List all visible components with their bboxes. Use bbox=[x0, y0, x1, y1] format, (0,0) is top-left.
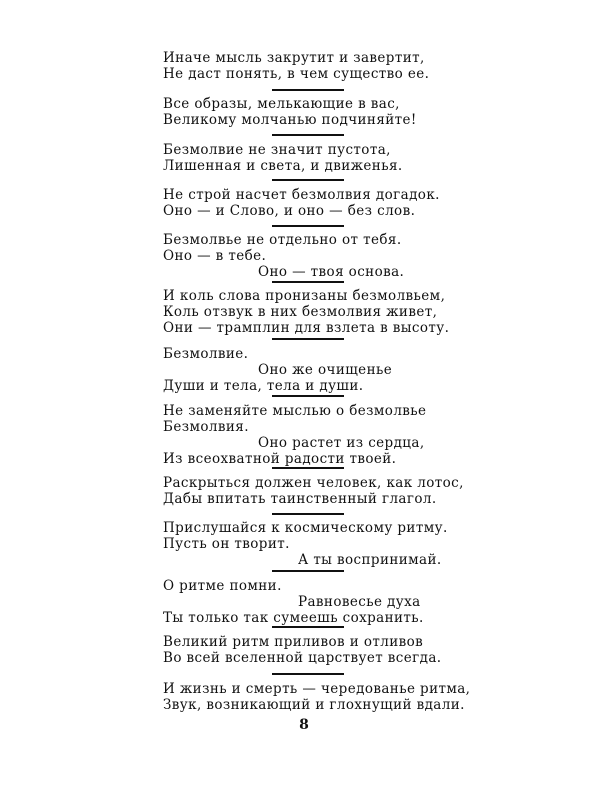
verse-line: Безмолвия. bbox=[163, 419, 249, 435]
verse-line: Не строй насчет безмолвия догадок. bbox=[163, 187, 440, 203]
stanza bbox=[163, 346, 463, 394]
verse-line: Великому молчанью подчиняйте! bbox=[163, 112, 417, 128]
verse-line: И коль слова пронизаны безмолвьем, bbox=[163, 288, 446, 304]
verse-line: Оно — в тебе. bbox=[163, 248, 267, 264]
verse-line: А ты воспринимай. bbox=[298, 552, 442, 568]
stanza bbox=[163, 681, 471, 713]
verse-line: Безмолвие. bbox=[163, 346, 249, 362]
stanza-divider bbox=[272, 338, 344, 340]
verse-line: Раскрыться должен человек, как лотос, bbox=[163, 475, 464, 491]
verse-line: Оно — и Слово, и оно — без слов. bbox=[163, 203, 416, 219]
stanza-divider bbox=[272, 673, 344, 675]
verse-line: Иначе мысль закрутит и завертит, bbox=[163, 50, 425, 66]
verse-line: Равновесье духа bbox=[298, 594, 421, 610]
stanza bbox=[163, 96, 463, 128]
verse-line: Не даст понять, в чем существо ее. bbox=[163, 66, 430, 82]
stanza-divider bbox=[272, 570, 344, 572]
verse-line: Лишенная и света, и движенья. bbox=[163, 158, 403, 174]
verse-line: Они — трамплин для взлета в высоту. bbox=[163, 320, 450, 336]
verse-line: Из всеохватной радости твоей. bbox=[163, 451, 397, 467]
verse-line: Дабы впитать таинственный глагол. bbox=[163, 491, 437, 507]
verse-line: Безмолвье не отдельно от тебя. bbox=[163, 232, 402, 248]
stanza bbox=[163, 187, 463, 219]
verse-line: Безмолвие не значит пустота, bbox=[163, 142, 391, 158]
stanza-divider bbox=[272, 626, 344, 628]
page-number: 8 bbox=[299, 717, 309, 733]
stanza bbox=[163, 50, 463, 82]
stanza bbox=[163, 475, 463, 507]
verse-line: Не заменяйте мыслью о безмолвье bbox=[163, 403, 427, 419]
stanza-divider bbox=[272, 225, 344, 227]
verse-line: Коль отзвук в них безмолвия живет, bbox=[163, 304, 438, 320]
stanza-divider bbox=[272, 395, 344, 397]
stanza-divider bbox=[272, 134, 344, 136]
stanza bbox=[163, 578, 463, 626]
verse-line: Прислушайся к космическому ритму. bbox=[163, 520, 448, 536]
verse-line: Души и тела, тела и души. bbox=[163, 378, 364, 394]
verse-line: Все образы, мелькающие в вас, bbox=[163, 96, 400, 112]
stanza bbox=[163, 403, 463, 467]
stanza bbox=[163, 142, 463, 174]
stanza-divider bbox=[272, 281, 344, 283]
verse-line: Оно растет из сердца, bbox=[258, 435, 425, 451]
stanza bbox=[163, 232, 463, 280]
stanza bbox=[163, 520, 463, 568]
verse-line: Великий ритм приливов и отливов bbox=[163, 634, 424, 650]
verse-line: Звук, возникающий и глохнущий вдали. bbox=[163, 697, 465, 713]
verse-line: Ты только так сумеешь сохранить. bbox=[163, 610, 424, 626]
stanza-divider bbox=[272, 179, 344, 181]
stanza bbox=[163, 288, 463, 336]
verse-line: Оно же очищенье bbox=[258, 362, 393, 378]
verse-line: Во всей вселенной царствует всегда. bbox=[163, 650, 442, 666]
verse-line: Пусть он творит. bbox=[163, 536, 290, 552]
stanza bbox=[163, 634, 463, 666]
verse-line: О ритме помни. bbox=[163, 578, 282, 594]
verse-line: Оно — твоя основа. bbox=[258, 264, 405, 280]
stanza-divider bbox=[272, 513, 344, 515]
verse-line: И жизнь и смерть — чередованье ритма, bbox=[163, 681, 471, 697]
stanza-divider bbox=[272, 89, 344, 91]
stanza-divider bbox=[272, 467, 344, 469]
